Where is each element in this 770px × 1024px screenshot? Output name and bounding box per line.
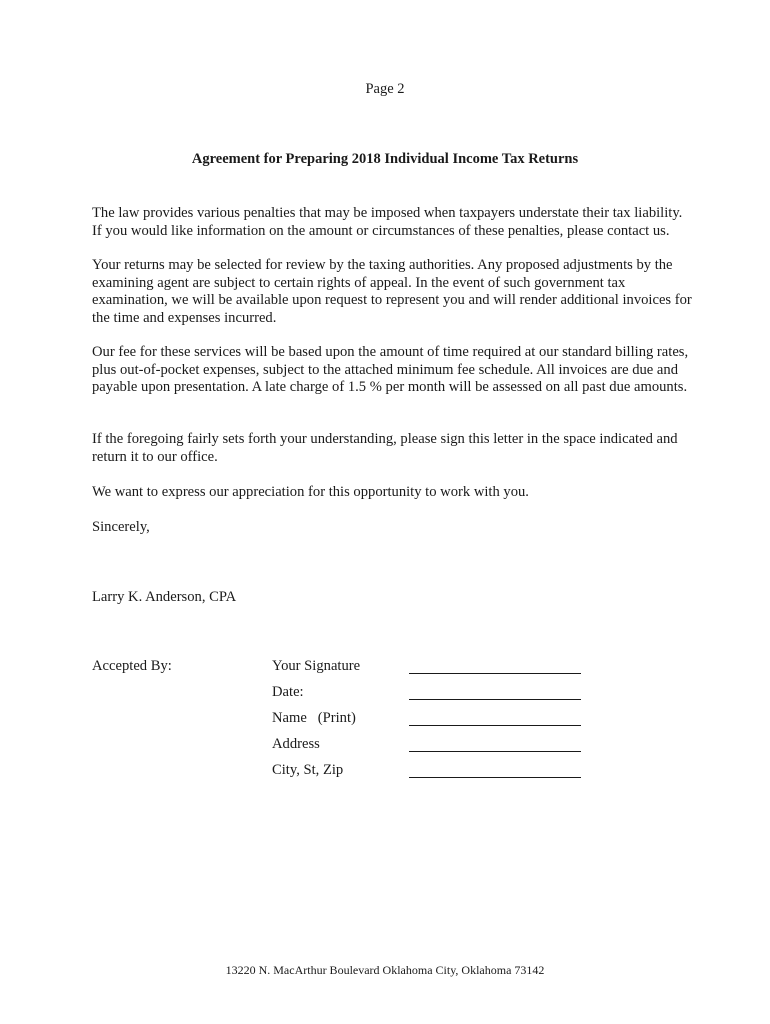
field-label: Address	[272, 736, 320, 752]
name-line[interactable]	[409, 725, 581, 726]
page-number: Page 2	[365, 81, 405, 97]
date-line[interactable]	[409, 699, 581, 700]
document-title: Agreement for Preparing 2018 Individual Income Tax Returns	[191, 151, 579, 167]
paragraph-sign-request: If the foregoing fairly sets forth your understanding, please sign this letter in the space indicated and return it to our office.	[92, 431, 678, 465]
city-state-zip-line[interactable]	[409, 777, 581, 778]
date-field[interactable]	[272, 684, 592, 704]
footer-address: 13220 N. MacArthur Boulevard Oklahoma City, Oklahoma 73142	[225, 963, 545, 977]
paragraph-penalties: The law provides various penalties that may be imposed when taxpayers understate their tax liability. If you would like information on the amount or circumstances of these penalties, please contact us.	[92, 205, 683, 239]
signature-field[interactable]	[272, 658, 592, 678]
address-field[interactable]	[272, 736, 592, 756]
signer-name: Larry K. Anderson, CPA	[92, 589, 237, 605]
name-field[interactable]	[272, 710, 592, 730]
accepted-by-label: Accepted By:	[92, 658, 172, 674]
field-label: Date:	[272, 684, 304, 700]
address-line[interactable]	[409, 751, 581, 752]
paragraph-fees: Our fee for these services will be based upon the amount of time required at our standard billing rates, plus out-of-pocket expenses, subject to the attached minimum fee schedule. All invoices are due and payable upon presentation. A late charge of 1.5 % per month will be assessed on all past due amounts.	[92, 344, 689, 395]
paragraph-appreciation: We want to express our appreciation for this opportunity to work with you.	[92, 484, 529, 500]
paragraph-review: Your returns may be selected for review by the taxing authorities. Any proposed adjustments by the examining agent are subject to certain rights of appeal. In the event of such government tax examination, we will be available upon request to represent you and will render additional invoices for the time and expenses incurred.	[92, 257, 692, 326]
signature-line[interactable]	[409, 673, 581, 674]
field-label: Your Signature	[272, 658, 361, 674]
city-state-zip-field[interactable]	[272, 762, 592, 782]
closing: Sincerely,	[92, 519, 150, 535]
field-label: Name (Print)	[272, 710, 356, 726]
field-label: City, St, Zip	[272, 762, 344, 778]
